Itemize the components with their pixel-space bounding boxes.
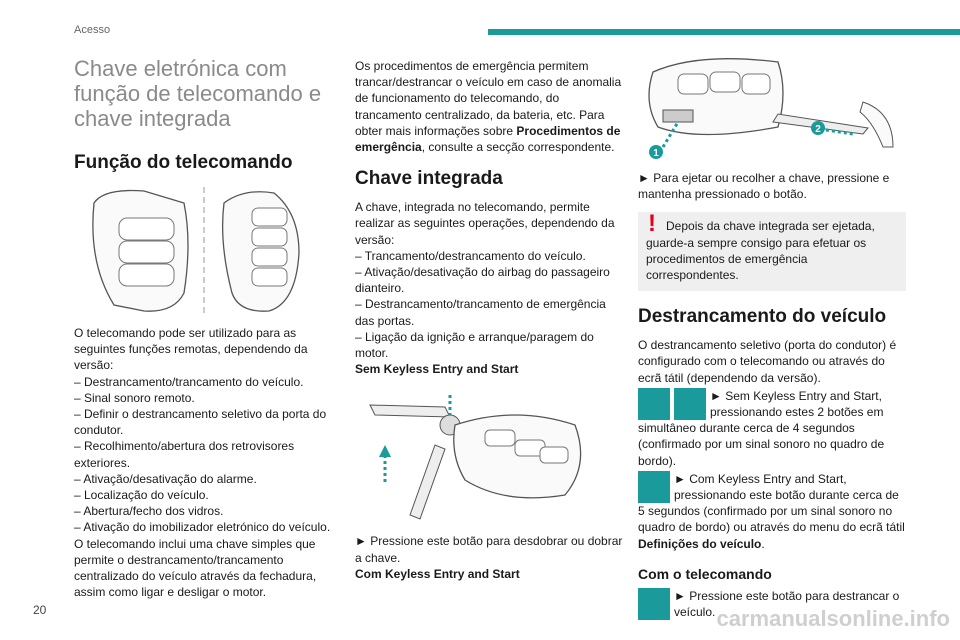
remote-keys-illustration [74, 183, 334, 317]
subheading-with-remote: Com o telecomando [638, 565, 772, 582]
remote-function-item: – Definir o destrancamento seletivo da porta do condutor. [74, 407, 327, 438]
callout-1: 1 [653, 148, 659, 159]
section-header: Acesso [74, 24, 111, 36]
keyless-key-illustration [638, 52, 900, 164]
emergency-link-text: Procedimentos de emergência [355, 123, 621, 155]
warning-icon: ! [648, 210, 656, 238]
remote-function-item: – Localização do veículo. [74, 488, 209, 503]
key-function-item: – Ligação da ignição e arranque/paragem do motor. [355, 329, 594, 361]
without-keyless-instruction: ► Sem Keyless Entry and Start, pressionando estes 2 botões em simultâneo durante cerca de 4 segundos (confirmado por um sinal sonoro no quadro de bordo). [638, 388, 885, 468]
key-function-item: – Destrancamento/trancamento de emergência das portas. [355, 297, 606, 328]
fold-instruction: ► Pressione este botão para desdobrar ou dobrar a chave. [355, 534, 623, 565]
warning-box [638, 212, 906, 291]
selective-unlock-text: O destrancamento seletivo (porta do condutor) é configurado com o telecomando ou através do ecrã tátil (dependendo da versão). [638, 338, 897, 385]
eject-instruction: ► Para ejetar ou recolher a chave, pressione e mantenha pressionado o botão. [638, 171, 890, 202]
accent-bar [488, 29, 960, 35]
key-intro: A chave, integrada no telecomando, permite realizar as seguintes operações, dependendo da versão: [355, 200, 615, 247]
remote-function-item: – Abertura/fecho dos vidros. [74, 504, 224, 519]
remote-intro: O telecomando pode ser utilizado para as seguintes funções remotas, dependendo da versão: [74, 326, 308, 373]
column-1 [74, 56, 342, 600]
callout-2: 2 [815, 124, 821, 135]
emergency-text-end: , consulte a secção correspondente. [421, 140, 615, 155]
key-function-item: – Ativação/desativação do airbag do passageiro dianteiro. [355, 265, 610, 296]
unlock-instruction: ► Pressione este botão para destrancar o veículo. [674, 589, 900, 620]
emergency-text: Os procedimentos de emergência permitem trancar/destrancar o veículo em caso de anomalia de funcionamento do telecomando, do trancamento centralizado, da bateria, etc. Para obter mais informações sobre [355, 59, 622, 138]
unlock-button-icon [638, 388, 670, 420]
remote-function-item: – Destrancamento/trancamento do veículo. [74, 374, 304, 389]
watermark: carmanualsonline.info [716, 606, 950, 631]
subheading-without-keyless: Sem Keyless Entry and Start [355, 362, 519, 377]
lock-button-icon [674, 388, 706, 420]
keyless-unlock-icon [638, 471, 670, 503]
key-function-item: – Trancamento/destrancamento do veículo. [355, 248, 586, 263]
column-2 [355, 58, 623, 582]
with-keyless-instruction [638, 471, 906, 552]
with-keyless-text-end: . [761, 536, 765, 551]
remote-key-description: O telecomando inclui uma chave simples que permite o destrancamento/trancamento centralizado do veículo através da fechadura, assim como ligar e desligar o motor. [74, 536, 317, 600]
remote-function-item: – Sinal sonoro remoto. [74, 390, 195, 405]
vehicle-settings-menu: Definições do veículo [638, 536, 762, 551]
folding-key-illustration [355, 385, 615, 525]
page-title: Chave eletrónica com função de telecomando e chave integrada [74, 56, 322, 131]
unlock-button-icon [638, 588, 670, 620]
remote-function-item: – Ativação/desativação do alarme. [74, 471, 257, 486]
column-3 [638, 52, 906, 620]
heading-remote-function: Função do telecomando [74, 152, 293, 173]
emergency-paragraph [355, 58, 623, 155]
warning-text: Depois da chave integrada ser ejetada, guarde-a sempre consigo para efetuar os procedimentos de emergência correspondentes. [646, 219, 875, 283]
remote-function-item: – Recolhimento/abertura dos retrovisores exteriores. [74, 439, 295, 470]
heading-unlocking: Destrancamento do veículo [638, 306, 887, 328]
heading-integrated-key: Chave integrada [355, 168, 503, 190]
page-number: 20 [33, 603, 47, 617]
with-keyless-text: ► Com Keyless Entry and Start, pressionando este botão durante cerca de 5 segundos (confirmado por um sinal sonoro no quadro de bordo) ou através do menu do ecrã tátil [638, 471, 905, 535]
remote-function-item: – Ativação do imobilizador eletrónico do veículo. [74, 520, 331, 535]
subheading-with-keyless: Com Keyless Entry and Start [355, 566, 520, 581]
